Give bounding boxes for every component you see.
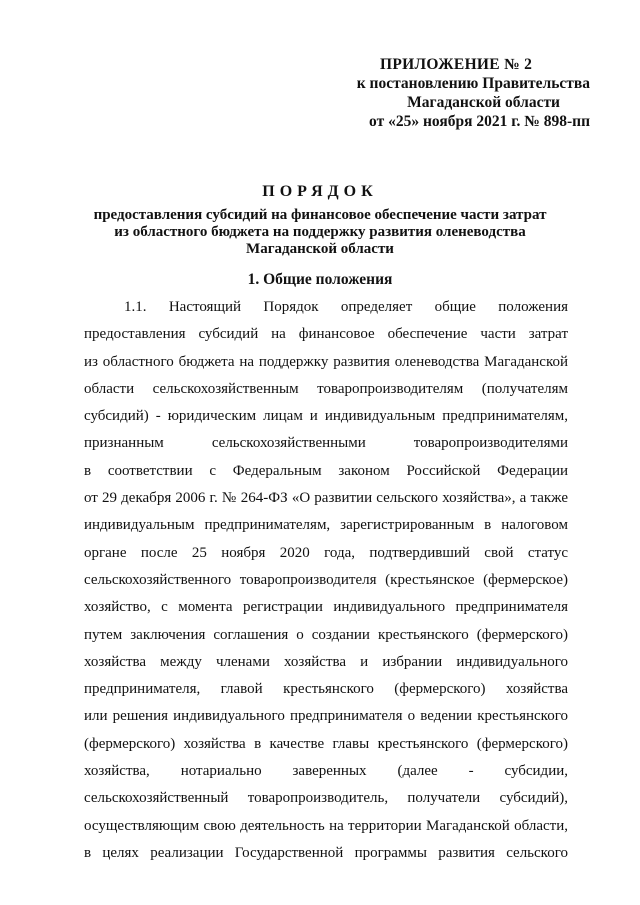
paragraph-line: сельскохозяйственный товаропроизводитель, получатели субсидий), (84, 790, 568, 807)
subtitle-line: предоставления субсидий на финансовое обеспечение части затрат (93, 207, 547, 223)
annex-block (300, 55, 600, 131)
subtitle-line: Магаданской области (246, 241, 394, 257)
paragraph-line: 1.1. Настоящий Порядок определяет общие положения (124, 299, 568, 315)
annex-line-1: к постановлению Правительства (356, 75, 590, 92)
paragraph-line: хозяйство, с момента регистрации индивидуального предпринимателя (84, 599, 568, 616)
document-title: ПОРЯДОК (262, 183, 378, 200)
document-subtitle (60, 207, 580, 258)
paragraph-line: признанным сельскохозяйственными товаропроизводителями (84, 435, 568, 452)
paragraph-line: хозяйства между членами хозяйства и избрании индивидуального (84, 653, 568, 670)
annex-line-2: Магаданской области (407, 94, 560, 111)
paragraph-line: хозяйства, нотариально заверенных (далее - субсидии, (84, 763, 568, 780)
annex-title: ПРИЛОЖЕНИЕ № 2 (380, 56, 533, 73)
annex-line-3: от «25» ноября 2021 г. № 898-пп (369, 113, 590, 130)
paragraph-line: (фермерского) хозяйства в качестве главы крестьянского (фермерского) (84, 735, 568, 752)
paragraph-line: от 29 декабря 2006 г. № 264-ФЗ «О развитии сельского хозяйства», а также (84, 490, 568, 507)
paragraph-line: органе после 25 ноября 2020 года, подтвердивший свой статус (84, 544, 568, 561)
subtitle-line: из областного бюджета на поддержку развития оленеводства (114, 224, 526, 240)
paragraph-line: области сельскохозяйственным товаропроизводителям (получателям (84, 380, 568, 397)
paragraph-line: или решения индивидуального предпринимателя о ведении крестьянского (84, 708, 568, 725)
section-heading: 1. Общие положения (247, 271, 393, 288)
body-paragraph (84, 294, 568, 867)
paragraph-line: путем заключения соглашения о создании крестьянского (фермерского) (84, 626, 568, 643)
paragraph-line: сельскохозяйственного товаропроизводителя (крестьянское (фермерское) (84, 571, 568, 588)
paragraph-line: субсидий) - юридическим лицам и индивидуальным предпринимателям, (84, 408, 568, 425)
paragraph-line: в соответствии с Федеральным законом Российской Федерации (84, 462, 568, 479)
paragraph-line: осуществляющим свою деятельность на территории Магаданской области, (84, 817, 568, 834)
paragraph-line: из областного бюджета на поддержку развития оленеводства Магаданской (84, 353, 568, 370)
paragraph-line: предпринимателя, главой крестьянского (фермерского) хозяйства (84, 681, 568, 698)
paragraph-line: предоставления субсидий на финансовое обеспечение части затрат (84, 326, 568, 343)
paragraph-line: индивидуальным предпринимателям, зарегистрированным в налоговом (84, 517, 568, 534)
paragraph-line: в целях реализации Государственной программы развития сельского (84, 844, 568, 861)
